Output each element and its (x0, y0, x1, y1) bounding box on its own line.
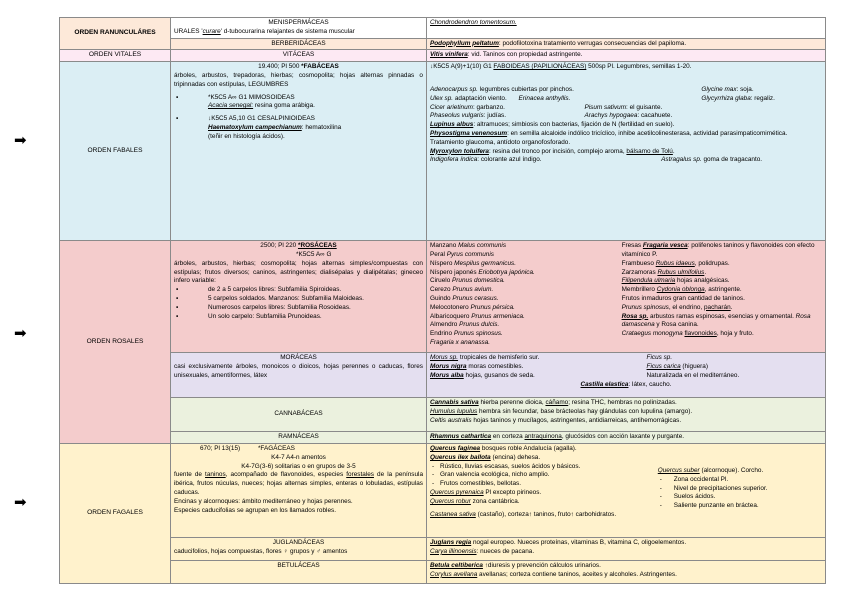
faboideas-row-4: Phaseolus vulgaris: judías. Arachys hypogaea: cacahuete. (430, 112, 673, 120)
arrow-fagales-icon: ➡ (14, 494, 27, 511)
fabaceas-general: árboles, arbustos, trepadoras, hierbas; cosmopolita; hojas alternas pinnadas o tripinnadas con estípulas, LEGUMBRES (174, 71, 423, 88)
myroxylon-line: Myroxylon toluifera: resina del tronco por incisión, complejo aroma, bálsamo de Tolú. (430, 147, 675, 155)
cesalpinioideas-heading: ▪ ↓K5C5 A5,10 G1 CESALPINIOIDEAS (174, 115, 423, 124)
row-rosaceas (60, 241, 826, 353)
order-vitales: ORDEN VITALES (60, 50, 171, 62)
list-item: Fragaria x ananassa. (430, 338, 491, 346)
order-fagales: ORDEN FAGALES (60, 443, 171, 583)
list-item: Endrino Prunus spinosus. (430, 330, 503, 338)
row-betulaceas (60, 560, 826, 583)
juglandaceas-cell (171, 537, 427, 560)
row-ramnaceas (60, 432, 826, 444)
fagaceas-species-right: Quercus suber (alcornoque). Corcho. - Zona occidental Pl. - Nivel de precipitaciones superior. - Suelos ácidos. - Saliente punzante en bráctea. (658, 445, 822, 511)
cannabaceas-title: CANNABÁCEAS (171, 398, 427, 432)
fagaceas-general: fuente de taninos, acompañado de flavonoides, especies forestales de la península ibérica, frutos núculas, nueces; hojas alternas simples, enteras o lobuladas, estípulas caducas. (174, 471, 423, 496)
faboideas-row-1: Adenocarpus sp. legumbres cubiertas por pinchos. Glycine max: soja. (430, 85, 754, 93)
rosaceas-species-right: Fresas Fragaria vesca: polifenoles taninos y flavonoides con efecto vitamínico P. Frambueso Rubus idaeus, polidrupas. Zarzamoras Rubus ulmifolius. Filipendula ulmaria hojas analgésicas. Membrillero Cydonia oblonga, astringente. Frutos inmaduros gran cantidad de taninos. Prunus spinosus, el endrino, pacharán. Rosa sp. arbustos ramas espinosas, esencias y ornamental. Rosa damascena y Rosa canina. Crataegus monogyna flavonoides, hoja y fruto. (621, 242, 815, 338)
rosaceas-bullet-1: ▪ de 2 a 5 carpelos libres: Subfamilia Spiroideas. (174, 286, 423, 295)
lupinus-line: Lupinus albus: altramuces; simbiosis con bacterias, fijación de N (fertilidad en suelo). (430, 121, 675, 129)
rosaceas-bullet-3: ▪ Numerosos carpelos libres: Subfamilia Rosoideas. (174, 304, 423, 313)
menispermaceas-desc: URALES 'curare' d-tubocurarina relajantes de sistema muscular (174, 27, 355, 35)
juglandaceas-species-cell: Juglans regia nogal europeo. Nueces proteínas, vitaminas B, vitamina C, oligoelementos. Carya illinoensis: nueces de pacana. (427, 537, 826, 560)
mimosoideas-species: Acacia senegal: resina goma arábiga. (208, 102, 315, 110)
faboideas-cell (427, 62, 826, 241)
faboideas-row-2: Ulex sp. adaptación viento. Erinacea anthyllis. Glycyrrhiza glaba: regaliz. (430, 94, 775, 102)
order-ranunculares: ORDEN RANUNCULÁRES (60, 18, 171, 50)
faboideas-row-3: Cicer arietinum: garbanzo. Pisum sativum: el guisante. (430, 103, 663, 111)
list-item: Níspero Mespilus germanicus. (430, 259, 516, 267)
fagaceas-formula-2: K4-7G(3-6) solitarias o en grupos de 3-5 (241, 462, 356, 470)
row-cannabaceas (60, 398, 826, 432)
mimosoideas-heading: ▪ *K5C5 A∞ G1 MIMOSOIDEAS (174, 94, 423, 103)
fabaceas-cell (171, 62, 427, 241)
fagaceas-robles: Especies caducifolias se agrupan en los llamados robles. (174, 506, 336, 514)
arrow-rosales-icon: ➡ (14, 325, 27, 342)
rosaceas-bullet-4: ▪ Un solo carpelo: Subfamilia Prunoideas. (174, 313, 423, 322)
vitaceas-species: Vitis vinifera: vid. Taninos con propiedad astringente. (427, 50, 826, 62)
rosaceas-species-cell (427, 241, 826, 353)
cannabaceas-species-cell: Cannabis sativa hierba perenne dioica, cáñamo; resina THC, hembras no polinizadas. Humulus lupulus hembra sin fecundar, base brácteolas hay glándulas con lupulina (amargo). Celtis australis hojas taninos y mucílagos, astringentes, antidiarreicas, antihemorrágicas. (427, 398, 826, 432)
fagaceas-header: 670; Pl 13(15) *FAGÁCEAS (200, 444, 295, 452)
rosaceas-cell (171, 241, 427, 353)
betulaceas-species-cell: Betula celtiberica ↑diuresis y prevención cálculos urinarios. Corylus avellana avellanas; corteza contiene taninos, aceites y alcoholes. Astringentes. (427, 560, 826, 583)
betulaceas-title: BETULÁCEAS (171, 560, 427, 583)
physostigma-line: Physostigma venenosum: en semilla alcaloide indólico tricíclico, inhibe acetilcolinesterasa, actividad parasimpaticomimética. Tratamiento glaucoma, antídoto organofosforado. (430, 129, 788, 146)
row-berberidaceas (60, 38, 826, 50)
fagaceas-species-left: Quercus faginea bosques roble Andalucía (agalla). Quercus ilex ballota (encina) dehesa. - Rústico, lluvias escasas, suelos ácidos y básicos. - Gran valencia ecológica, nicho amplio. - Frutos comestibles, bellotas. Quercus pyrenaica Pl excepto pirineos. Quercus robur zona cantábrica. (430, 445, 652, 511)
fagaceas-species-cell: Quercus faginea bosques roble Andalucía (agalla). Quercus ilex ballota (encina) dehesa. - Rústico, lluvias escasas, suelos ácidos y básicos. - Gran valencia ecológica, nicho amplio. - Frutos comestibles, bellotas. Quercus pyrenaica Pl excepto pirineos. Quercus robur zona cantábrica. Quercus suber (alcornoque). Corcho. - Zona occidental Pl. - Nivel de precipitaciones superior. - Suelos ácidos. - Saliente punzante en bráctea. Castanea sativa (castaño), corteza↑ taninos, fruto↑ carbohidratos. (427, 443, 826, 537)
indigofera-line: Indigofera índica: colorante azul índigo. Astragalus sp. goma de tragacanto. (430, 156, 763, 164)
list-item: Manzano Malus communis (430, 242, 507, 250)
berberidaceas-species: Podophyllum peltatum: podofilotoxina tratamiento verrugas consecuencias del papiloma. (427, 38, 826, 50)
row-fabales (60, 62, 826, 241)
moraceas-title: MORÁCEAS (280, 354, 317, 362)
fabaceas-header: 19.400; Pl 500 *FABÁCEAS (258, 63, 339, 71)
list-item: Ciruelo Prunus domestica. (430, 277, 505, 285)
list-item: - Saliente punzante en bráctea. (658, 502, 822, 511)
list-item: - Nivel de precipitaciones superior. (658, 485, 822, 494)
arrow-fabales-icon: ➡ (14, 132, 27, 149)
list-item: Melocotonero Prunus pérsica. (430, 303, 515, 311)
cesalpinioideas-species: Haematoxylum campechianum: hematoxilina (208, 123, 342, 131)
order-rosales: ORDEN ROSALES (60, 241, 171, 444)
rosaceas-species-left (430, 242, 616, 348)
moraceas-species-cell: Morus sp. tropicales de hemisferio sur. Ficus sp. Morus nigra moras comestibles. Ficus carica (higuera) Morus alba hojas, gusanos de seda. Naturalizada en el mediterráneo. Castilla elastica: látex, caucho. (427, 353, 826, 398)
fagaceas-formula-1: K4-7 A4-n amentos (271, 453, 326, 461)
faboideas-formula: ↓K5C5 A(9)+1(10) G1 FABOIDEAS (PAPILIONÁCEAS) 500sp Pl. Legumbres, semillas 1-20. (430, 63, 692, 71)
moraceas-cell (171, 353, 427, 398)
juglandaceas-title: JUGLANDÁCEAS (272, 538, 325, 546)
order-fabales: ORDEN FABALES (60, 62, 171, 241)
menispermaceas-cell (171, 18, 427, 39)
row-menispermaceas (60, 18, 826, 39)
rosaceas-header: 2500; Pl 220 *ROSÁCEAS (260, 242, 337, 250)
cesalpinioideas-note: (teñir en histología ácidos). (208, 132, 285, 140)
list-item: - Rústico, lluvias escasas, suelos ácidos y básicos. (430, 463, 652, 472)
list-item: Níspero japonés Eriobotrya japónica. (430, 268, 535, 276)
list-item: - Frutos comestibles, bellotas. (430, 480, 652, 489)
fagaceas-encinas: Encinas y alcornoques: ámbito mediterráneo y hojas perennes. (174, 497, 353, 505)
berberidaceas-title: BERBERIDÁCEAS (171, 38, 427, 50)
list-item: - Zona occidental Pl. (658, 476, 822, 485)
fagaceas-cell (171, 443, 427, 537)
menispermaceas-title: MENISPERMÁCEAS (268, 19, 329, 26)
rosaceas-general: árboles, arbustos, hierbas; cosmopolita; hojas alternas simples/compuestas con estípulas; frutos diversos; caninos, astringentes; dialisépalas y dialipétalas; gineceo infero variable: (174, 259, 423, 285)
juglandaceas-desc: caducifolios, hojas compuestas, flores ♀ grupos y ♂ amentos (174, 547, 348, 555)
ramnaceas-title: RAMNÁCEAS (171, 432, 427, 444)
list-item: Albaricoquero Prunus armeniaca. (430, 312, 525, 320)
list-item: Almendro Prunus dulcis. (430, 321, 500, 329)
list-item: - Gran valencia ecológica, nicho amplio. (430, 471, 652, 480)
row-moraceas (60, 353, 826, 398)
ramnaceas-species: Rhamnus cathartica en corteza antraquinona, glucósidos con acción laxante y purgante. (427, 432, 826, 444)
list-item: Guindo Prunus cerasus. (430, 294, 499, 302)
list-item: Cerezo Prunus avium. (430, 286, 494, 294)
row-vitales (60, 50, 826, 62)
rosaceas-bullet-2: ▪ 5 carpelos soldados. Manzanos: Subfamilia Maloideas. (174, 295, 423, 304)
list-item: Peral Pyrus communis (430, 250, 494, 258)
vitaceas-title: VITÁCEAS (171, 50, 427, 62)
row-juglandaceas (60, 537, 826, 560)
moraceas-desc: casi exclusivamente árboles, monoicos o dioicos, hojas perennes o caducas, flores unisexuales, amentiformes, látex (174, 362, 423, 379)
taxonomy-table (59, 17, 826, 584)
rosaceas-formula: *K5C5 A∞ G (296, 250, 332, 258)
list-item: - Suelos ácidos. (658, 493, 822, 502)
row-fagaceas (60, 443, 826, 537)
menispermaceas-species: Chondrodendron tomentosum. (427, 18, 826, 39)
